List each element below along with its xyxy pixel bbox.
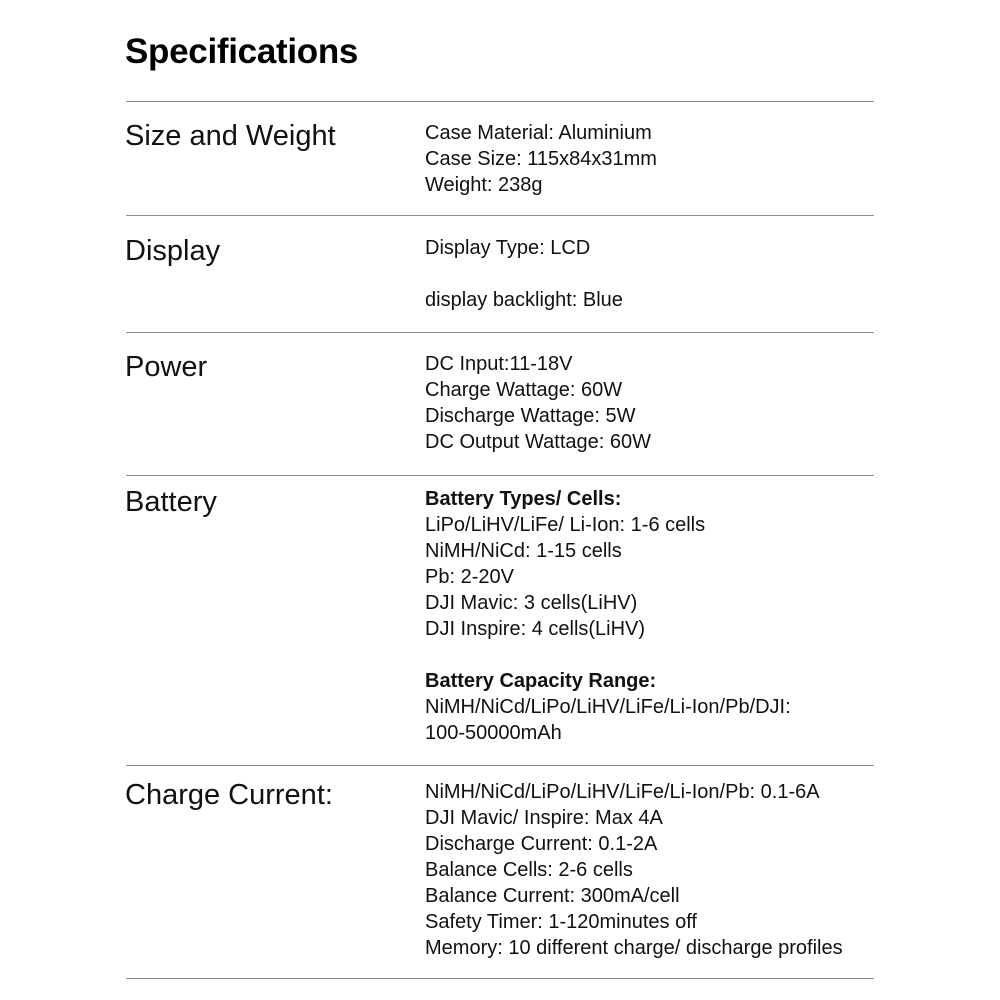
spec-line: NiMH/NiCd: 1-15 cells — [425, 540, 622, 562]
section-body-size-weight — [425, 120, 885, 198]
spec-line: DJI Inspire: 4 cells(LiHV) — [425, 618, 646, 640]
section-label-battery: Battery — [125, 486, 217, 518]
spec-line: Pb: 2-20V — [425, 566, 514, 588]
spec-line: NiMH/NiCd/LiPo/LiHV/LiFe/Li-Ion/Pb/DJI: — [425, 696, 791, 718]
section-body-display — [425, 235, 885, 313]
spec-line: LiPo/LiHV/LiFe/ Li-Ion: 1-6 cells — [425, 514, 706, 536]
section-divider — [126, 475, 874, 476]
section-label-display: Display — [125, 235, 221, 267]
spec-line: Balance Current: 300mA/cell — [425, 885, 680, 907]
spec-line: Discharge Current: 0.1-2A — [425, 833, 658, 855]
spacer — [425, 261, 885, 287]
spec-line: Case Size: 115x84x31mm — [425, 148, 657, 170]
battery-types-heading: Battery Types/ Cells: — [425, 488, 622, 510]
spec-line: Balance Cells: 2-6 cells — [425, 859, 633, 881]
spacer — [425, 642, 885, 668]
spec-line: Safety Timer: 1-120minutes off — [425, 911, 697, 933]
spec-line: display backlight: Blue — [425, 289, 623, 311]
battery-capacity-heading: Battery Capacity Range: — [425, 670, 657, 692]
section-body-power — [425, 351, 885, 455]
spec-line: DC Input:11-18V — [425, 353, 573, 375]
spec-line: Display Type: LCD — [425, 237, 591, 259]
spec-line: NiMH/NiCd/LiPo/LiHV/LiFe/Li-Ion/Pb: 0.1-6A — [425, 781, 820, 803]
section-divider — [126, 101, 874, 102]
page-title: Specifications — [125, 32, 359, 71]
section-body-charge-current — [425, 779, 885, 961]
section-divider — [126, 215, 874, 216]
section-label-size-weight: Size and Weight — [125, 120, 336, 152]
spec-line: Charge Wattage: 60W — [425, 379, 623, 401]
section-body-battery — [425, 486, 885, 746]
section-divider — [126, 978, 874, 979]
spec-line: DC Output Wattage: 60W — [425, 431, 652, 453]
section-divider — [126, 332, 874, 333]
spec-line: 100-50000mAh — [425, 722, 562, 744]
spec-line: Case Material: Aluminium — [425, 122, 652, 144]
section-label-charge-current: Charge Current: — [125, 779, 333, 811]
spec-line: Weight: 238g — [425, 174, 543, 196]
spec-line: Discharge Wattage: 5W — [425, 405, 636, 427]
section-divider — [126, 765, 874, 766]
section-label-power: Power — [125, 351, 208, 383]
spec-line: DJI Mavic: 3 cells(LiHV) — [425, 592, 638, 614]
spec-line: Memory: 10 different charge/ discharge profiles — [425, 937, 843, 959]
spec-line: DJI Mavic/ Inspire: Max 4A — [425, 807, 663, 829]
